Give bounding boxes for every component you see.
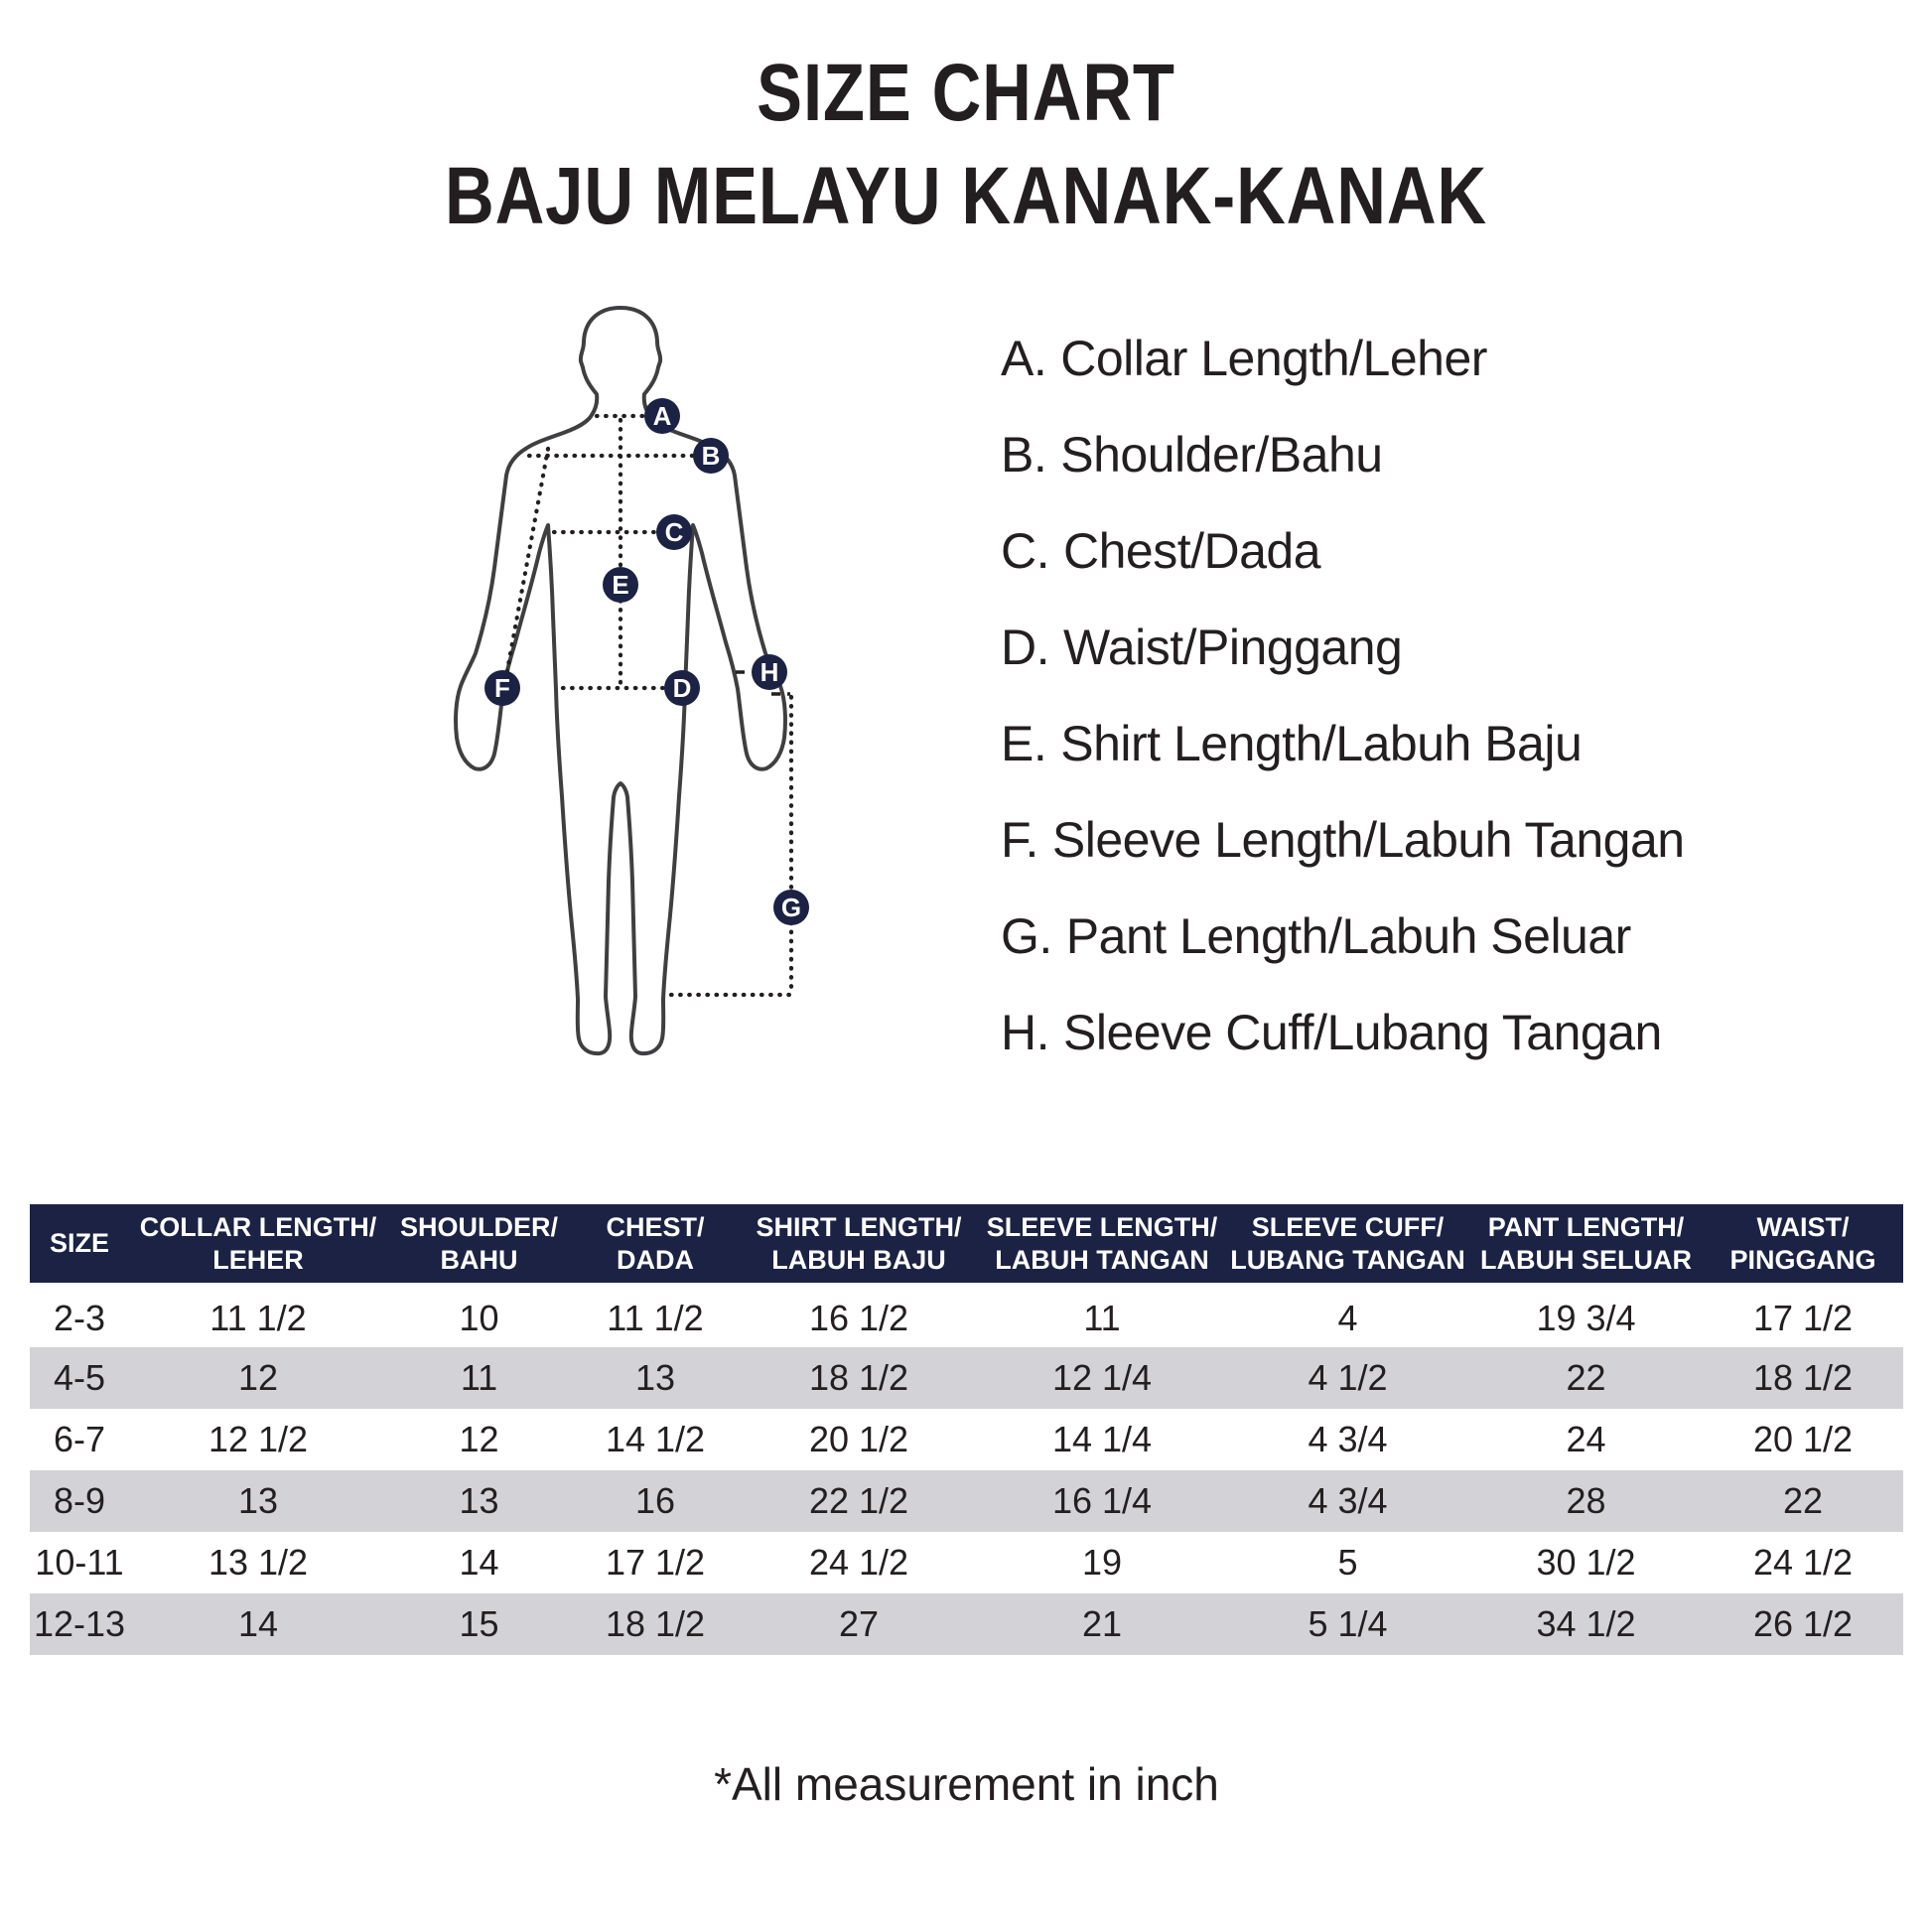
- column-header-size: [30, 1204, 129, 1286]
- marker-c: [656, 514, 692, 550]
- header-line1: PANT LENGTH/: [1487, 1211, 1685, 1242]
- body-measurement-diagram: [437, 278, 864, 1082]
- value-cell: 13: [634, 1357, 676, 1398]
- value-cell: 13: [237, 1480, 279, 1521]
- measurement-footnote: *All measurement in inch: [714, 1758, 1219, 1810]
- header-line2: LEHER: [212, 1244, 304, 1275]
- marker-c-letter: C: [664, 517, 684, 547]
- value-cell: 13 1/2: [207, 1542, 309, 1583]
- value-cell: 21: [1081, 1603, 1123, 1644]
- value-cell: 19: [1081, 1542, 1123, 1583]
- size-cell: 4-5: [53, 1357, 106, 1398]
- marker-h-letter: H: [759, 657, 779, 687]
- size-cell: 10-11: [35, 1542, 124, 1583]
- size-cell: 8-9: [53, 1480, 106, 1521]
- header-line2: LUBANG TANGAN: [1230, 1244, 1465, 1275]
- value-cell: 11 1/2: [607, 1297, 704, 1338]
- legend-item-c: [1001, 502, 1685, 599]
- value-cell: 4 3/4: [1308, 1480, 1388, 1521]
- header-line1: COLLAR LENGTH/: [139, 1211, 377, 1242]
- legend-label-h: Sleeve Cuff/Lubang Tangan: [1063, 1004, 1662, 1060]
- table-row: [30, 1409, 1903, 1470]
- value-cell: 14: [459, 1542, 499, 1583]
- column-header-shoulder: [387, 1204, 571, 1286]
- legend-label-e: Shirt Length/Labuh Baju: [1060, 715, 1583, 771]
- header-line1: WAIST/: [1756, 1211, 1850, 1242]
- column-header-pant-length: [1469, 1204, 1703, 1286]
- value-cell: 18 1/2: [605, 1603, 706, 1644]
- legend-key-d: D.: [1001, 619, 1049, 675]
- marker-a: [644, 398, 680, 434]
- value-cell: 4 1/2: [1308, 1357, 1388, 1398]
- legend-key-a: A.: [1001, 330, 1047, 386]
- legend-key-h: H.: [1001, 1004, 1049, 1060]
- value-cell: 11: [460, 1357, 498, 1398]
- header-line1: CHEST/: [606, 1211, 705, 1242]
- table-row: [30, 1593, 1903, 1655]
- legend-item-h: [1001, 984, 1685, 1080]
- size-table: [30, 1204, 1903, 1655]
- header-line2: LABUH BAJU: [771, 1244, 946, 1275]
- legend-item-d: [1001, 599, 1685, 695]
- title-line2: BAJU MELAYU KANAK-KANAK: [445, 151, 1488, 241]
- value-cell: 14 1/4: [1051, 1419, 1153, 1459]
- legend-key-e: E.: [1001, 715, 1047, 771]
- legend-key-b: B.: [1001, 426, 1047, 483]
- header-line1: SLEEVE CUFF/: [1251, 1211, 1445, 1242]
- legend-item-e: [1001, 695, 1685, 791]
- legend-item-a: [1001, 310, 1685, 406]
- legend-item-g: [1001, 888, 1685, 984]
- value-cell: 11: [1083, 1297, 1121, 1338]
- header-line1: SHIRT LENGTH/: [756, 1211, 962, 1242]
- table-row: [30, 1347, 1903, 1409]
- value-cell: 12 1/4: [1051, 1357, 1153, 1398]
- value-cell: 30 1/2: [1536, 1542, 1636, 1583]
- value-cell: 20 1/2: [808, 1419, 909, 1459]
- header-line2: LABUH TANGAN: [995, 1244, 1209, 1275]
- marker-f-letter: F: [494, 673, 510, 703]
- value-cell: 5 1/4: [1308, 1603, 1388, 1644]
- value-cell: 4: [1337, 1297, 1358, 1338]
- size-cell: 6-7: [53, 1419, 106, 1459]
- marker-d: [664, 670, 700, 706]
- legend-label-c: Chest/Dada: [1063, 522, 1321, 579]
- legend-item-f: [1001, 791, 1685, 888]
- value-cell: 14: [237, 1603, 279, 1644]
- value-cell: 12: [237, 1357, 279, 1398]
- value-cell: 16 1/2: [808, 1297, 909, 1338]
- measurement-legend: [1001, 310, 1685, 1080]
- value-cell: 22: [1566, 1357, 1606, 1398]
- value-cell: 15: [459, 1603, 499, 1644]
- table-row: [30, 1532, 1903, 1593]
- value-cell: 17 1/2: [605, 1542, 706, 1583]
- value-cell: 20 1/2: [1752, 1419, 1854, 1459]
- value-cell: 28: [1566, 1480, 1606, 1521]
- legend-key-g: G.: [1001, 907, 1052, 964]
- marker-d-letter: D: [672, 673, 692, 703]
- column-header-collar: [129, 1204, 387, 1286]
- value-cell: 16: [634, 1480, 676, 1521]
- column-header-sleeve-cuff: [1226, 1204, 1469, 1286]
- value-cell: 34 1/2: [1536, 1603, 1636, 1644]
- page-title: [155, 42, 1778, 248]
- value-cell: 12: [459, 1419, 499, 1459]
- value-cell: 16 1/4: [1051, 1480, 1153, 1521]
- value-cell: 22 1/2: [808, 1480, 909, 1521]
- value-cell: 10: [459, 1297, 499, 1338]
- marker-e: [603, 567, 638, 603]
- value-cell: 19 3/4: [1536, 1297, 1636, 1338]
- value-cell: 24: [1566, 1419, 1606, 1459]
- value-cell: 26 1/2: [1752, 1603, 1854, 1644]
- value-cell: 22: [1782, 1480, 1824, 1521]
- marker-e-letter: E: [612, 570, 629, 600]
- marker-h: [752, 654, 787, 690]
- value-cell: 14 1/2: [605, 1419, 706, 1459]
- legend-label-d: Waist/Pinggang: [1063, 619, 1403, 675]
- value-cell: 4 3/4: [1308, 1419, 1388, 1459]
- legend-key-f: F.: [1001, 811, 1038, 868]
- header-line2: DADA: [617, 1244, 694, 1275]
- value-cell: 11 1/2: [209, 1297, 307, 1338]
- value-cell: 24 1/2: [1752, 1542, 1854, 1583]
- value-cell: 27: [838, 1603, 880, 1644]
- table-header-row: [30, 1204, 1903, 1286]
- legend-label-f: Sleeve Length/Labuh Tangan: [1051, 811, 1685, 868]
- value-cell: 18 1/2: [808, 1357, 909, 1398]
- size-cell: 12-13: [33, 1603, 126, 1644]
- marker-a-letter: A: [652, 401, 672, 431]
- marker-g: [773, 890, 809, 925]
- marker-b-letter: B: [701, 441, 721, 471]
- value-cell: 5: [1337, 1542, 1358, 1583]
- value-cell: 12 1/2: [207, 1419, 309, 1459]
- title-line1: SIZE CHART: [757, 48, 1175, 138]
- column-header-shirt-length: [740, 1204, 978, 1286]
- marker-f: [484, 670, 520, 706]
- header-line1: SLEEVE LENGTH/: [986, 1211, 1218, 1242]
- header-line1: SIZE: [49, 1228, 109, 1258]
- header-line2: PINGGANG: [1729, 1244, 1876, 1275]
- value-cell: 24 1/2: [808, 1542, 909, 1583]
- legend-label-a: Collar Length/Leher: [1060, 330, 1487, 386]
- column-header-sleeve-length: [978, 1204, 1226, 1286]
- header-line2: LABUH SELUAR: [1480, 1244, 1692, 1275]
- legend-label-g: Pant Length/Labuh Seluar: [1065, 907, 1631, 964]
- value-cell: 18 1/2: [1752, 1357, 1854, 1398]
- table-row: [30, 1286, 1903, 1347]
- column-header-waist: [1703, 1204, 1903, 1286]
- header-line2: BAHU: [440, 1244, 518, 1275]
- marker-g-letter: G: [780, 893, 802, 922]
- table-row: [30, 1470, 1903, 1532]
- header-line1: SHOULDER/: [399, 1211, 558, 1242]
- value-cell: 17 1/2: [1752, 1297, 1854, 1338]
- marker-b: [693, 438, 729, 474]
- value-cell: 13: [459, 1480, 499, 1521]
- legend-label-b: Shoulder/Bahu: [1060, 426, 1383, 483]
- legend-key-c: C.: [1001, 522, 1049, 579]
- legend-item-b: [1001, 406, 1685, 502]
- size-cell: 2-3: [53, 1297, 106, 1338]
- column-header-chest: [571, 1204, 740, 1286]
